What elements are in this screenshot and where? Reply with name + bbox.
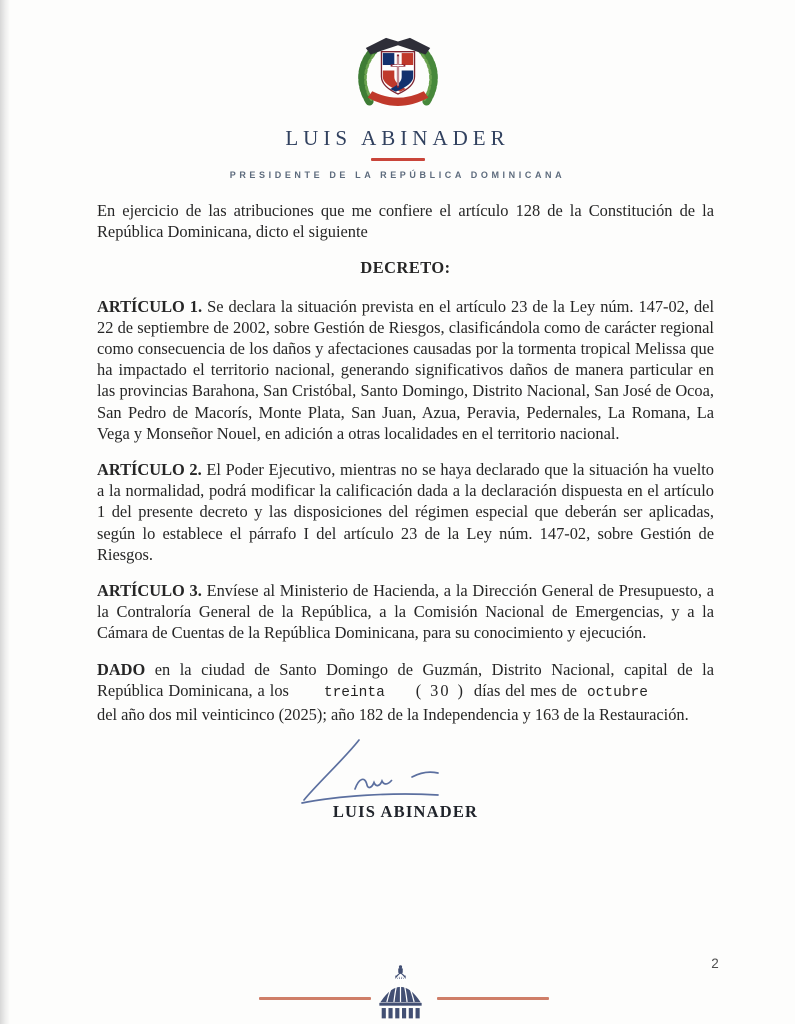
article-1-label: ARTÍCULO 1. — [97, 296, 203, 316]
article-2-text: El Poder Ejecutivo, mientras no se haya declarado que la situación ha vuelto a la normalidad, podrá modificar la calificación dada a la declaración dispuesta en el artículo 1 del presente decreto y las disposiciones del régimen especial que deberán ser aplicadas, según lo establece el párrafo I del artículo 23 de la Ley núm. 147-02, sobre Gestión de Riesgos. — [97, 460, 714, 564]
article-2-label: ARTÍCULO 2. — [97, 460, 202, 480]
signatory-name: LUIS ABINADER — [332, 802, 479, 821]
footer-rule-left — [259, 997, 371, 1000]
dado-mid-text: días del mes de — [473, 680, 578, 700]
article-3-text: Envíese al Ministerio de Hacienda, a la Dirección General de Presupuesto, a la Contraloría General de la República, a la Comisión Nacional de Emergencias, y a la Cámara de Cuentas de la República Dominicana, para su conocimiento y ejecución. — [97, 581, 714, 643]
dado-label: DADO — [97, 659, 146, 679]
decree-body — [97, 200, 714, 740]
dominican-coat-of-arms-icon — [352, 28, 444, 114]
intro-text: En ejercicio de las atribuciones que me confiere el artículo 128 de la Constitución de la República Dominicana, dicto el siguiente — [97, 201, 714, 242]
day-word-fill-in: treinta — [323, 684, 385, 701]
national-palace-dome-icon — [377, 964, 424, 1022]
article-1-paragraph — [97, 296, 714, 444]
president-name: LUIS ABINADER — [285, 126, 510, 150]
dado-paragraph — [97, 659, 714, 726]
article-3-label: ARTÍCULO 3. — [97, 581, 202, 601]
letterhead — [0, 28, 795, 180]
day-number-fill-in: ( 30 ) — [415, 680, 465, 700]
footer-rule-right — [437, 997, 549, 1000]
dado-pre-text: en la ciudad de Santo Domingo de Guzmán, Distrito Nacional, capital de la República Dominicana, a los — [97, 659, 714, 700]
red-divider — [371, 158, 425, 161]
decree-heading: DECRETO: — [360, 258, 451, 278]
handwritten-signature-icon — [297, 736, 462, 808]
signature-block — [97, 736, 714, 831]
page-number: 2 — [711, 956, 719, 971]
month-fill-in: octubre — [587, 684, 648, 701]
article-1-text: Se declara la situación prevista en el artículo 23 de la Ley núm. 147-02, del 22 de septiembre de 2002, sobre Gestión de Riesgos, clasificándola como de carácter regional como consecuencia de los daños y afectaciones causadas por la tormenta tropical Melissa que ha impactado el territorio nacional, generando significativos daños de manera particular en las provincias Barahona, San Cristóbal, Santo Domingo, Distrito Nacional, San José de Ocoa, San Pedro de Macorís, Monte Plata, San Juan, Azua, Peravia, Pedernales, La Romana, La Vega y Monseñor Nouel, en adición a otras localidades en el territorio nacional. — [97, 296, 715, 443]
article-3-paragraph — [97, 580, 714, 644]
intro-paragraph — [97, 200, 714, 242]
president-title: PRESIDENTE DE LA REPÚBLICA DOMINICANA — [229, 170, 566, 180]
dado-post-text: del año dos mil veinticinco (2025); año 182 de la Independencia y 163 de la Restauración. — [97, 705, 689, 725]
article-2-paragraph — [97, 459, 714, 565]
